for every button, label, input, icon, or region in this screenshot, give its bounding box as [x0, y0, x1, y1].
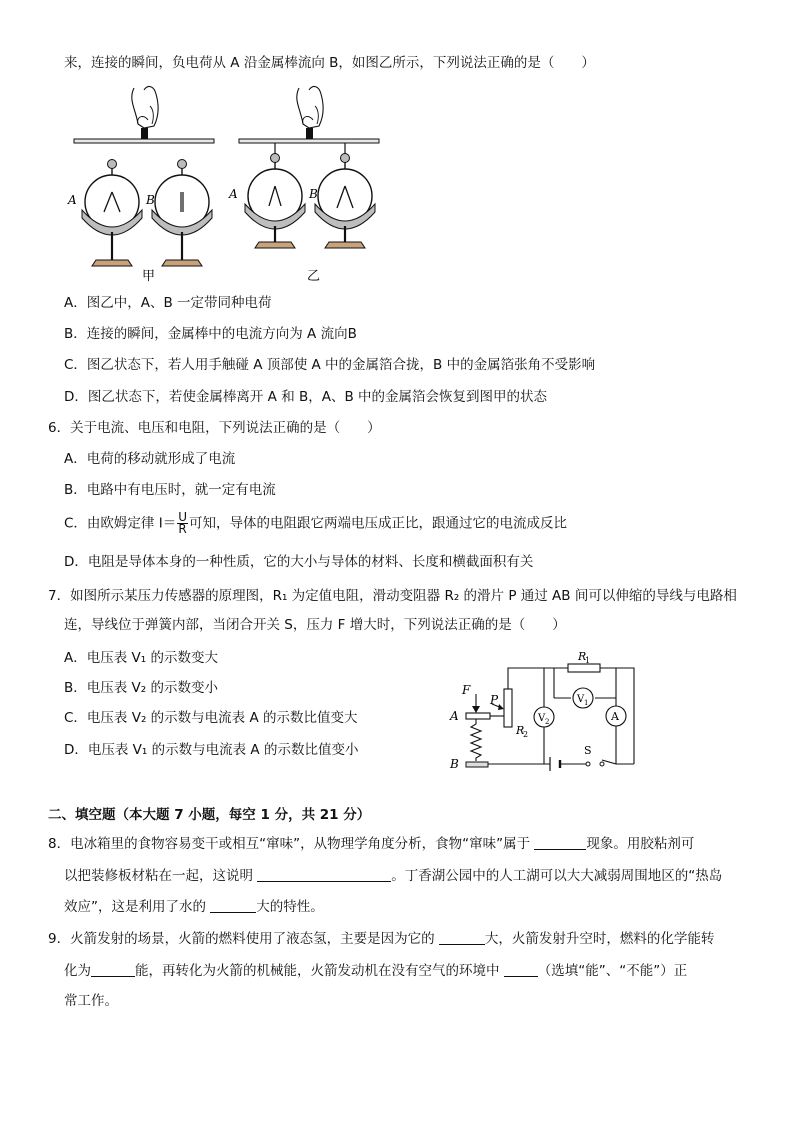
q6-option-d: D．电阻是导体本身的一种性质，它的大小与导体的材料、长度和横截面积有关 — [64, 554, 534, 570]
label-a: A — [68, 193, 77, 207]
q6-option-c: C．由欧姆定律 I＝ $\frac{U}{R}$ 可知，导体的电阻跟它两端电压成正比，跟通过它的电流成反比 — [64, 510, 567, 536]
q9-line1: 9．火箭发射的场景，火箭的燃料使用了液态氢，主要是因为它的 大，火箭发射升空时，燃料的化学能转 — [48, 931, 715, 947]
q6-option-b: B．电路中有电压时，就一定有电流 — [64, 482, 276, 498]
label-b: B — [450, 757, 459, 771]
label-yi: 乙 — [307, 269, 321, 284]
label-v1-sub: 1 — [584, 699, 589, 707]
q8-blank-2[interactable] — [257, 867, 391, 882]
ohm-fraction: $\frac{U}{R}$ — [178, 510, 187, 536]
label-switch: S — [584, 744, 592, 757]
label-v2-sub: 2 — [545, 718, 550, 726]
q6-stem: 6．关于电流、电压和电阻，下列说法正确的是（ ） — [48, 420, 381, 436]
hand-icon — [297, 87, 323, 128]
figure-jia — [67, 87, 214, 284]
section-title: 二、填空题（本大题 7 小题，每空 1 分，共 21 分） — [48, 807, 371, 823]
q9-blank-3[interactable] — [504, 962, 538, 977]
q7-option-a: A．电压表 V₁ 的示数变大 — [64, 650, 218, 666]
q8-line2: 以把装修板材粘在一起，这说明 。丁香湖公园中的人工湖可以大大减弱周围地区的“热岛 — [64, 868, 723, 884]
q5-stem-tail: 来，连接的瞬间，负电荷从 A 沿金属棒流向 B，如图乙所示，下列说法正确的是（ ） — [64, 55, 595, 71]
q9-line2: 化为 能，再转化为火箭的机械能，火箭发动机在没有空气的环境中 （选填“能”、“不能”）正 — [64, 963, 688, 979]
label-v1: V — [577, 694, 585, 705]
q9-line3: 常工作。 — [64, 993, 118, 1009]
label-b: B — [309, 187, 318, 201]
label-v2: V — [538, 713, 546, 724]
q8-line3: 效应”，这是利用了水的 大的特性。 — [64, 899, 324, 915]
q7-option-d: D．电压表 V₁ 的示数与电流表 A 的示数比值变小 — [64, 742, 359, 758]
q7-stem-line2: 连，导线位于弹簧内部，当闭合开关 S，压力 F 增大时，下列说法正确的是（ ） — [64, 617, 566, 633]
q5-option-a: A．图乙中，A、B 一定带同种电荷 — [64, 295, 272, 311]
q6-option-a: A．电荷的移动就形成了电流 — [64, 451, 236, 467]
label-jia: 甲 — [142, 269, 156, 284]
label-f: F — [462, 683, 471, 697]
label-p: P — [490, 693, 499, 707]
q5-option-d: D．图乙状态下，若使金属棒离开 A 和 B，A、B 中的金属箔会恢复到图甲的状态 — [64, 389, 548, 405]
label-a: A — [229, 187, 238, 201]
q9-blank-2[interactable] — [91, 962, 135, 977]
q5-option-c: C．图乙状态下，若人用手触碰 A 顶部使 A 中的金属箔合拢，B 中的金属箔张角不受影响 — [64, 357, 596, 373]
q7-stem-line1: 7．如图所示某压力传感器的原理图，R₁ 为定值电阻，滑动变阻器 R₂ 的滑片 P 通过 AB 间可以伸缩的导线与电路相 — [48, 588, 737, 604]
figure-yi — [228, 87, 379, 284]
circuit-diagram — [444, 644, 644, 776]
q8-line1: 8．电冰箱里的食物容易变干或相互“窜味”，从物理学角度分析，食物“窜味”属于 现象。用胶粘剂可 — [48, 836, 695, 852]
label-r1-sub: 1 — [585, 656, 591, 665]
hand-icon — [132, 87, 158, 128]
label-r2: R — [516, 724, 525, 737]
q7-option-c: C．电压表 V₂ 的示数与电流表 A 的示数比值变大 — [64, 710, 358, 726]
q8-blank-3[interactable] — [210, 898, 256, 913]
q5-option-b: B．连接的瞬间，金属棒中的电流方向为 A 流向B — [64, 326, 357, 342]
electroscope-figure — [64, 80, 394, 285]
q8-blank-1[interactable] — [534, 835, 586, 850]
q7-option-b: B．电压表 V₂ 的示数变小 — [64, 680, 218, 696]
q9-blank-1[interactable] — [439, 930, 485, 945]
label-b: B — [146, 193, 155, 207]
label-r2-sub: 2 — [523, 730, 529, 739]
label-r1: R — [578, 650, 587, 663]
label-ammeter: A — [611, 710, 619, 723]
label-a: A — [450, 709, 459, 723]
